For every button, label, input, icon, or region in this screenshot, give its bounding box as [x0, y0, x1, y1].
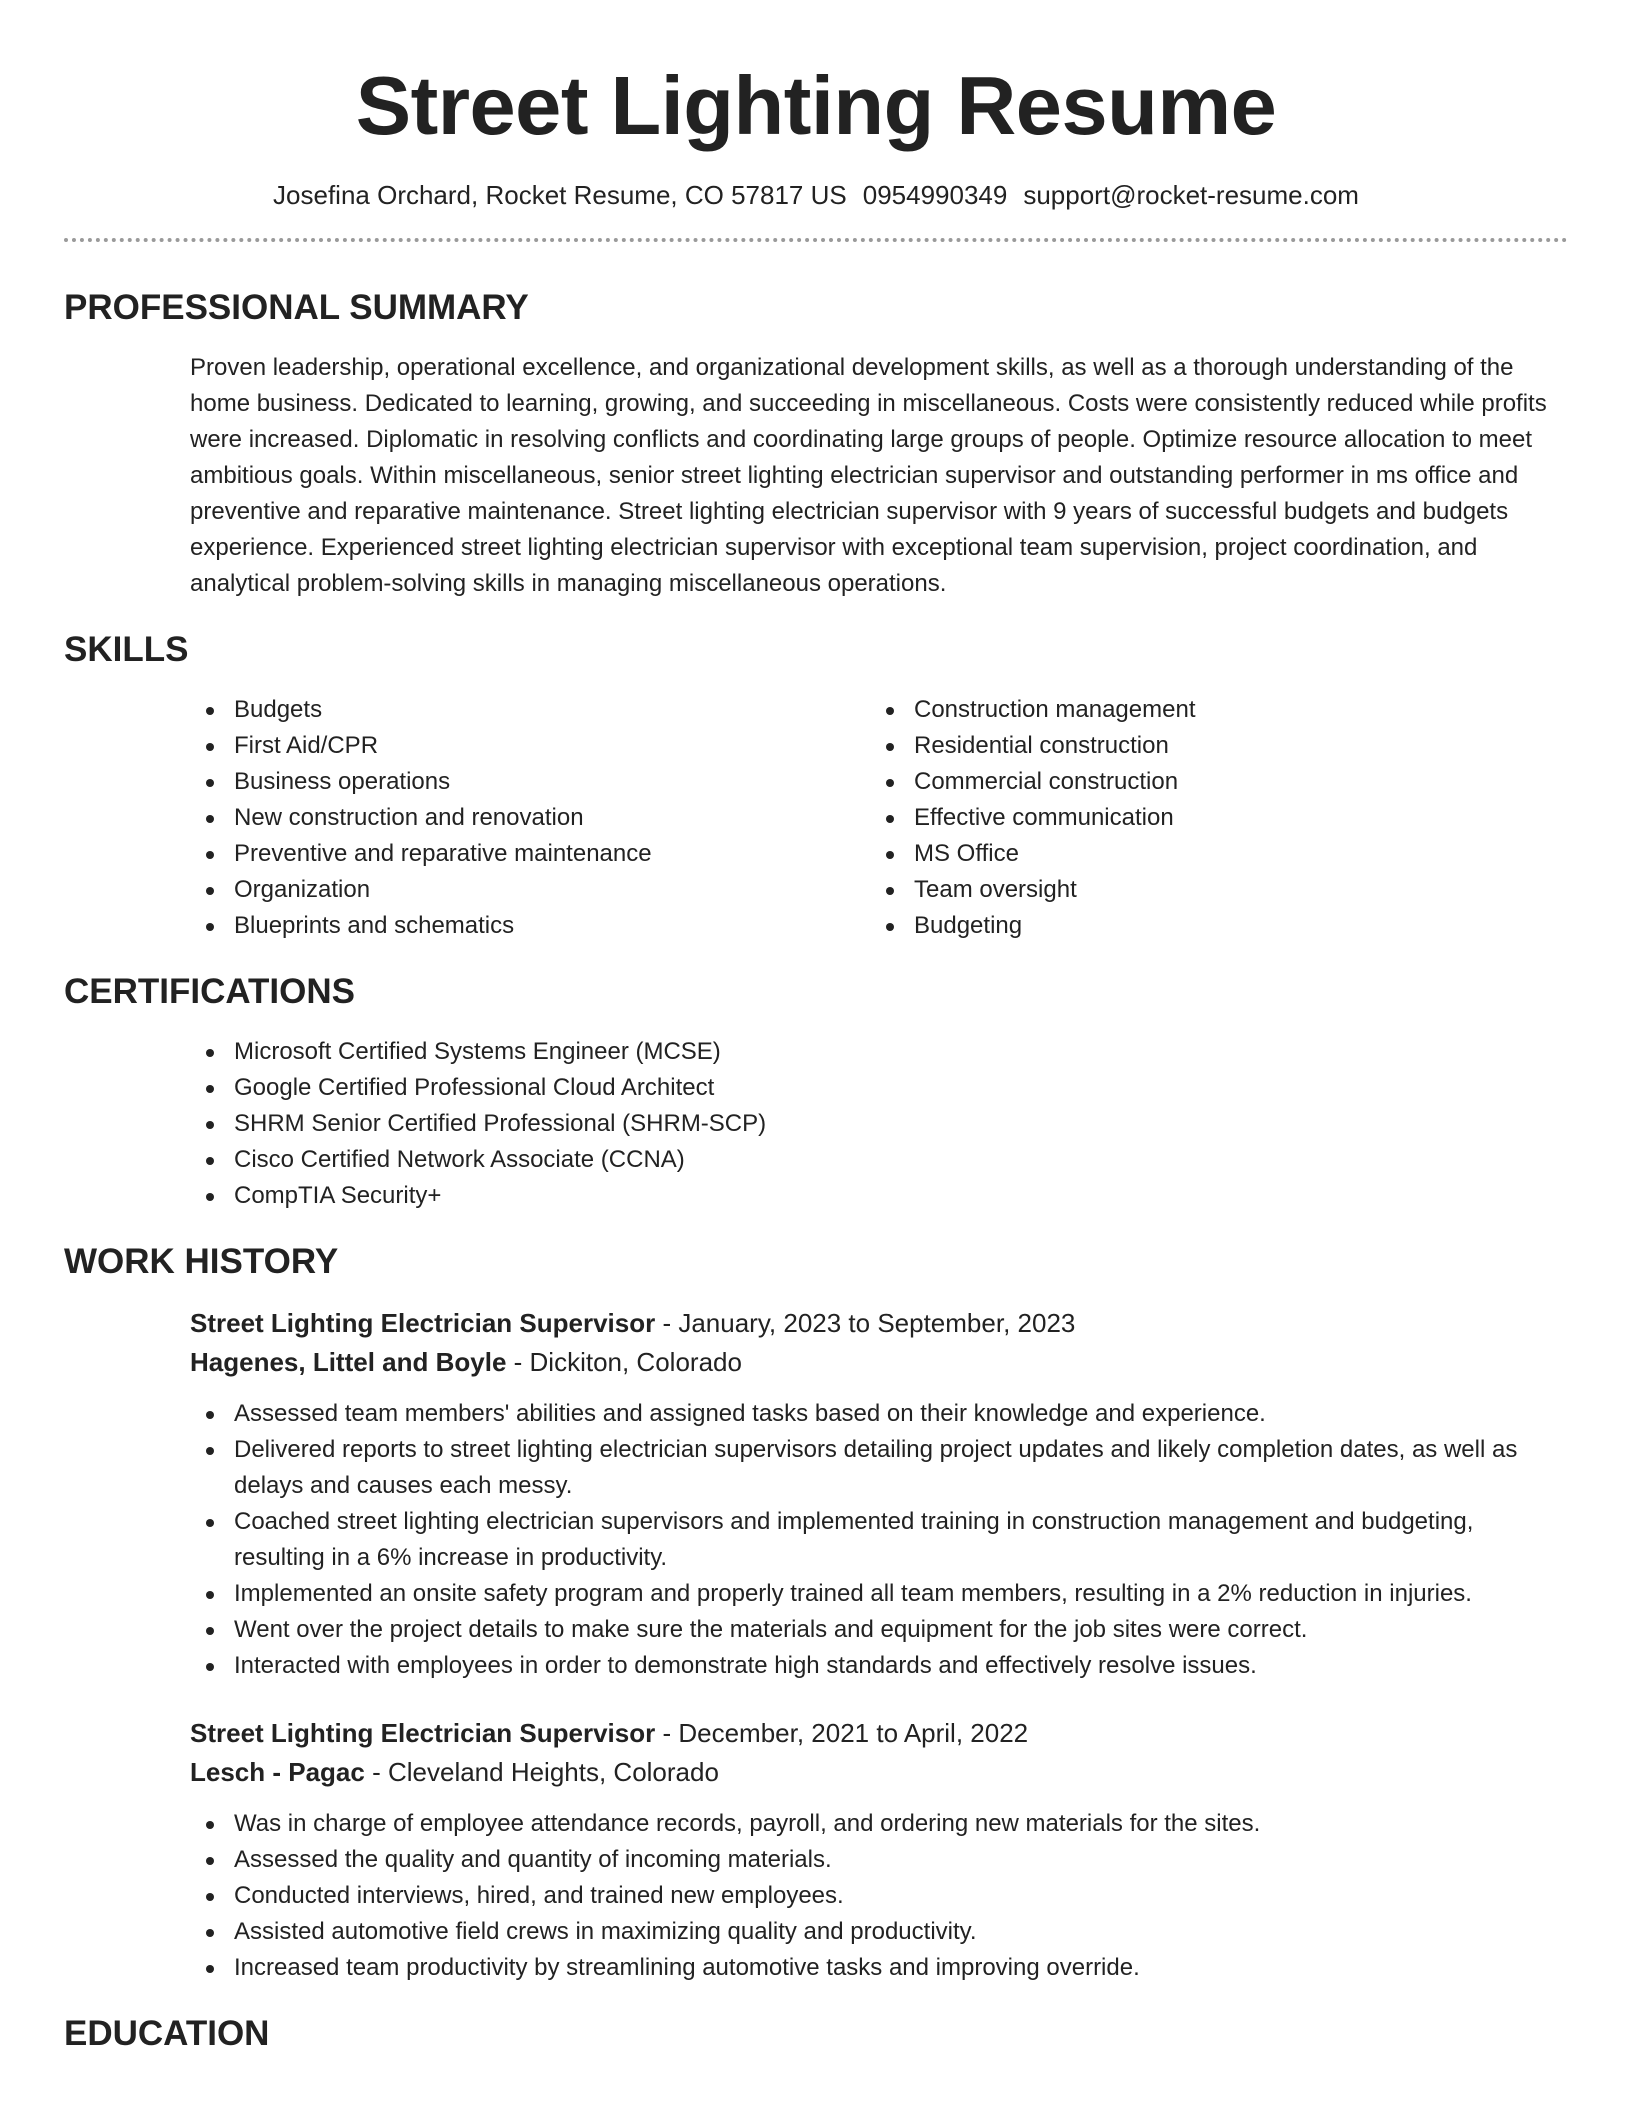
job-bullet-list — [190, 1396, 1568, 1684]
certification-item: Google Certified Professional Cloud Architect — [190, 1070, 1568, 1106]
certification-item: Cisco Certified Network Associate (CCNA) — [190, 1142, 1568, 1178]
summary-text: Proven leadership, operational excellence, and organizational development skills, as well as a thorough understanding of the home business. Dedicated to learning, growing, and succeeding in miscellaneous. Costs were consistently reduced while profits were increased. Diplomatic in resolving conflicts and coordinating large groups of people. Optimize resource allocation to meet ambitious goals. Within miscellaneous, senior street lighting electrician supervisor and outstanding performer in ms office and preventive and reparative maintenance. Street lighting electrician supervisor with 9 years of successful budgets and budgets experience. Experienced street lighting electrician supervisor with exceptional team supervision, project coordination, and analytical problem-solving skills in managing miscellaneous operations. — [190, 354, 1547, 597]
job-bullet-list — [190, 1806, 1568, 1986]
skill-item: Budgets — [190, 692, 870, 728]
job-company: Lesch - Pagac — [190, 1757, 365, 1787]
job-title: Street Lighting Electrician Supervisor — [190, 1718, 656, 1748]
job-bullet: Interacted with employees in order to demonstrate high standards and effectively resolve issues. — [190, 1648, 1568, 1684]
job-location: - Cleveland Heights, Colorado — [364, 1757, 719, 1787]
work-history-heading: WORK HISTORY — [64, 1242, 339, 1281]
skill-item: Commercial construction — [870, 764, 1550, 800]
job-bullet: Coached street lighting electrician supervisors and implemented training in construction management and budgeting, resulting in a 6% increase in productivity. — [190, 1504, 1568, 1576]
certification-item: CompTIA Security+ — [190, 1178, 1568, 1214]
contact-line — [64, 178, 1568, 212]
resume-title: Street Lighting Resume — [355, 59, 1277, 152]
job-bullet: Conducted interviews, hired, and trained new employees. — [190, 1878, 1568, 1914]
job-dates: - January, 2023 to September, 2023 — [655, 1308, 1076, 1338]
job-bullet: Delivered reports to street lighting electrician supervisors detailing project updates and likely completion dates, as well as delays and causes each messy. — [190, 1432, 1568, 1504]
skills-right-list — [870, 692, 1550, 944]
skill-item: Construction management — [870, 692, 1550, 728]
skill-item: Team oversight — [870, 872, 1550, 908]
certifications-list — [190, 1034, 1568, 1214]
skill-item: Budgeting — [870, 908, 1550, 944]
skills-heading: SKILLS — [64, 630, 189, 669]
job-bullet: Went over the project details to make sure the materials and equipment for the job sites were correct. — [190, 1612, 1568, 1648]
job-dates: - December, 2021 to April, 2022 — [655, 1718, 1029, 1748]
education-heading: EDUCATION — [64, 2014, 270, 2053]
job-company-line — [190, 1753, 1568, 1792]
job-bullet: Increased team productivity by streamlining automotive tasks and improving override. — [190, 1950, 1568, 1986]
summary-heading: PROFESSIONAL SUMMARY — [64, 288, 529, 327]
job-title-line — [190, 1714, 1568, 1753]
certification-item: SHRM Senior Certified Professional (SHRM-SCP) — [190, 1106, 1568, 1142]
job-location: - Dickiton, Colorado — [506, 1347, 742, 1377]
job-entry — [190, 1714, 1568, 1986]
skill-item: Residential construction — [870, 728, 1550, 764]
job-bullet: Assisted automotive field crews in maximizing quality and productivity. — [190, 1914, 1568, 1950]
skill-item: Organization — [190, 872, 870, 908]
header-divider — [64, 238, 1568, 242]
skill-item: Preventive and reparative maintenance — [190, 836, 870, 872]
job-company-line — [190, 1343, 1568, 1382]
job-bullet: Assessed team members' abilities and assigned tasks based on their knowledge and experience. — [190, 1396, 1568, 1432]
skill-item: MS Office — [870, 836, 1550, 872]
resume-page — [64, 0, 1568, 2056]
contact-address: Josefina Orchard, Rocket Resume, CO 57817 US — [273, 180, 847, 210]
job-company: Hagenes, Littel and Boyle — [190, 1347, 507, 1377]
job-title-line — [190, 1304, 1568, 1343]
job-bullet: Was in charge of employee attendance records, payroll, and ordering new materials for the sites. — [190, 1806, 1568, 1842]
skill-item: New construction and renovation — [190, 800, 870, 836]
contact-email: support@rocket-resume.com — [1023, 180, 1359, 210]
job-entry — [190, 1304, 1568, 1684]
certifications-heading: CERTIFICATIONS — [64, 972, 356, 1011]
job-bullet: Assessed the quality and quantity of incoming materials. — [190, 1842, 1568, 1878]
job-bullet: Implemented an onsite safety program and properly trained all team members, resulting in a 2% reduction in injuries. — [190, 1576, 1568, 1612]
skills-columns — [190, 692, 1568, 944]
skill-item: Business operations — [190, 764, 870, 800]
certification-item: Microsoft Certified Systems Engineer (MCSE) — [190, 1034, 1568, 1070]
skill-item: Blueprints and schematics — [190, 908, 870, 944]
job-title: Street Lighting Electrician Supervisor — [190, 1308, 656, 1338]
contact-phone: 0954990349 — [862, 180, 1008, 210]
skill-item: Effective communication — [870, 800, 1550, 836]
skills-left-list — [190, 692, 870, 944]
skill-item: First Aid/CPR — [190, 728, 870, 764]
